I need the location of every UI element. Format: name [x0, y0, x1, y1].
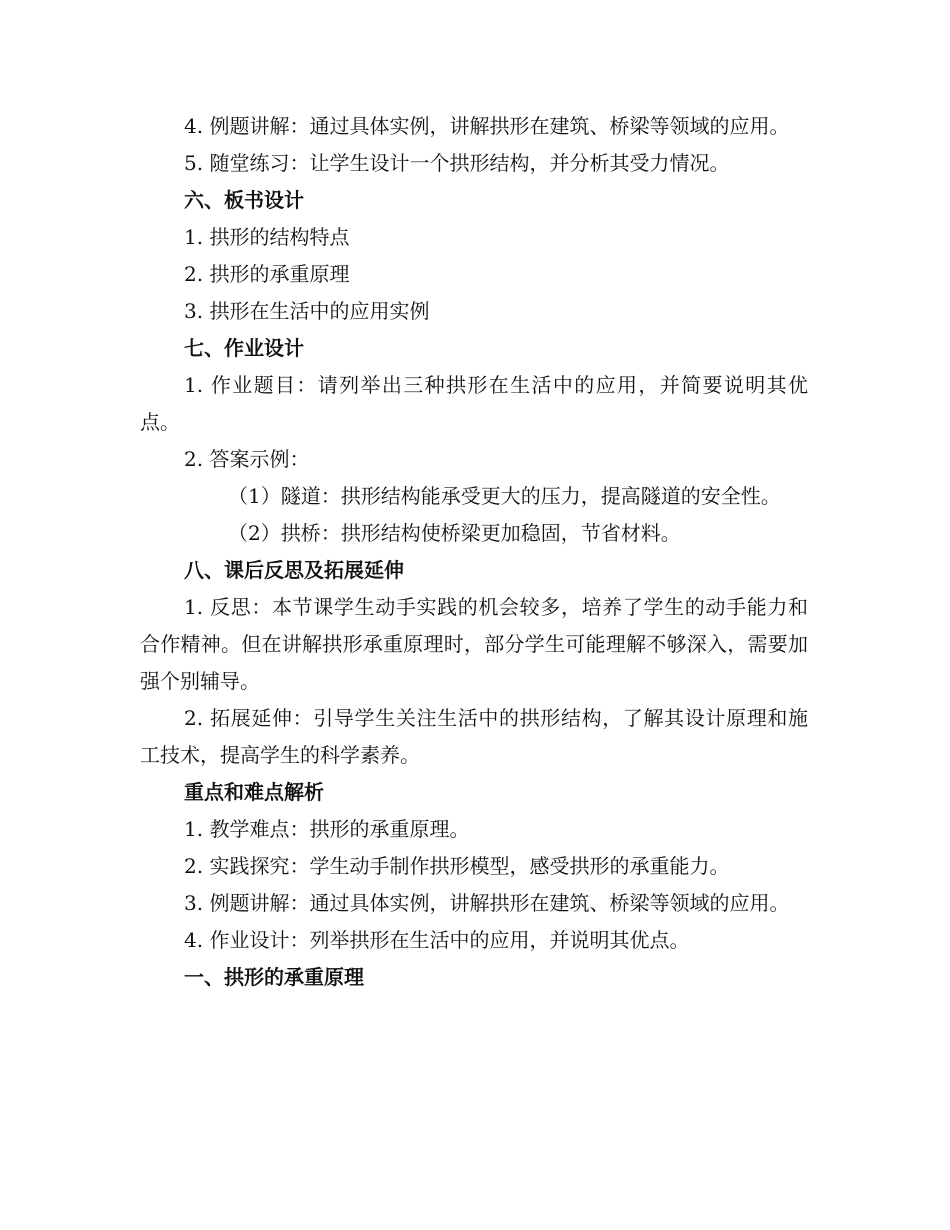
sub-list-item: （1）隧道：拱形结构能承受更大的压力，提高隧道的安全性。	[228, 484, 781, 508]
list-item: 2. 实践探究：学生动手制作拱形模型，感受拱形的承重能力。	[184, 854, 730, 878]
document-body	[140, 108, 808, 996]
section-heading: 六、板书设计	[184, 188, 304, 212]
section-heading: 一、拱形的承重原理	[184, 965, 364, 989]
list-item: 1. 教学难点：拱形的承重原理。	[184, 817, 470, 841]
list-item: 1. 作业题目：请列举出三种拱形在生活中的应用，并简要说明其优点。	[140, 373, 808, 434]
section-heading: 七、作业设计	[184, 336, 304, 360]
list-item: 5. 随堂练习：让学生设计一个拱形结构，并分析其受力情况。	[184, 151, 730, 175]
list-item: 2. 拱形的承重原理	[184, 262, 350, 286]
sub-list-item: （2）拱桥：拱形结构使桥梁更加稳固，节省材料。	[228, 521, 681, 545]
list-item: 3. 例题讲解：通过具体实例，讲解拱形在建筑、桥梁等领域的应用。	[184, 891, 790, 915]
section-heading: 八、课后反思及拓展延伸	[184, 558, 404, 582]
list-item: 3. 拱形在生活中的应用实例	[184, 299, 430, 323]
list-item: 2. 拓展延伸：引导学生关注生活中的拱形结构，了解其设计原理和施工技术，提高学生的科学素养。	[140, 706, 808, 767]
list-item: 4. 作业设计：列举拱形在生活中的应用，并说明其优点。	[184, 928, 690, 952]
list-item: 1. 拱形的结构特点	[184, 225, 350, 249]
list-item: 4. 例题讲解：通过具体实例，讲解拱形在建筑、桥梁等领域的应用。	[184, 114, 790, 138]
list-item: 1. 反思：本节课学生动手实践的机会较多，培养了学生的动手能力和合作精神。但在讲解拱形承重原理时，部分学生可能理解不够深入，需要加强个别辅导。	[140, 595, 808, 693]
section-heading: 重点和难点解析	[184, 780, 324, 804]
list-item: 2. 答案示例：	[184, 447, 310, 471]
